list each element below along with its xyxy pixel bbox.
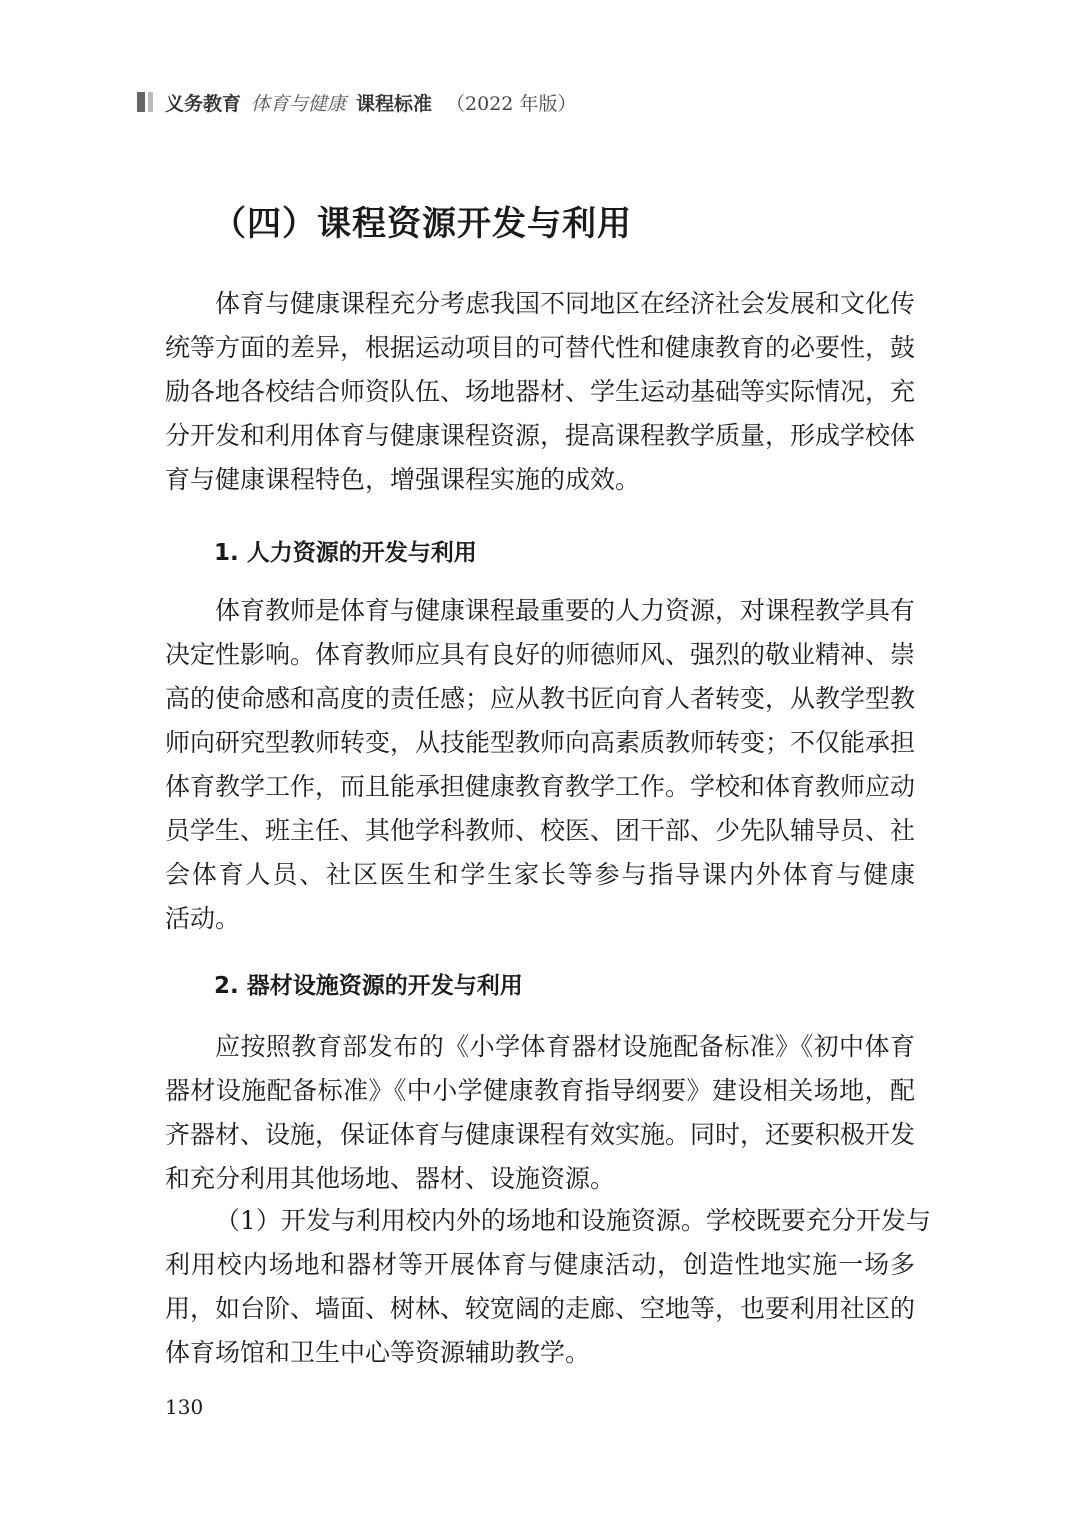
text-line: 器材设施配备标准》《中小学健康教育指导纲要》建设相关场地，配	[165, 1076, 915, 1105]
text-line: 用，如台阶、墙面、树林、较宽阔的走廊、空地等，也要利用社区的	[165, 1294, 916, 1323]
text-line: 育与健康课程特色，增强课程实施的成效。	[165, 465, 641, 494]
paragraph-human-resources	[165, 589, 915, 941]
text-line: 会体育人员、社区医生和学生家长等参与指导课内外体育与健康	[165, 860, 915, 889]
text-line: 体育场馆和卫生中心等资源辅助教学。	[165, 1338, 591, 1367]
paragraph-equipment-standards	[165, 1025, 915, 1201]
running-header	[137, 88, 576, 116]
header-subject: 体育与健康	[251, 92, 347, 115]
header-series: 义务教育	[165, 92, 242, 115]
text-line: 高的使命感和高度的责任感；应从教书匠向育人者转变，从教学型教	[165, 684, 916, 713]
text-line: （1）开发与利用校内外的场地和设施资源。学校既要充分开发与	[215, 1206, 931, 1235]
text-line: 体育与健康课程充分考虑我国不同地区在经济社会发展和文化传	[215, 289, 916, 318]
text-line: 齐器材、设施，保证体育与健康课程有效实施。同时，还要积极开发	[165, 1120, 916, 1149]
text-line: 体育教学工作，而且能承担健康教育教学工作。学校和体育教师应动	[165, 772, 916, 801]
text-line: 统等方面的差异，根据运动项目的可替代性和健康教育的必要性，鼓	[165, 333, 916, 362]
text-line: 励各地各校结合师资队伍、场地器材、学生运动基础等实际情况，充	[165, 377, 916, 406]
text-line: 活动。	[165, 904, 241, 933]
text-line: 体育教师是体育与健康课程最重要的人力资源，对课程教学具有	[215, 596, 916, 625]
text-line: 员学生、班主任、其他学科教师、校医、团干部、少先队辅导员、社	[165, 816, 916, 845]
text-line: 利用校内场地和器材等开展体育与健康活动，创造性地实施一场多	[165, 1250, 915, 1279]
header-marker-icon	[137, 92, 145, 112]
header-edition: （2022 年版）	[446, 92, 577, 115]
page-number: 130	[165, 1395, 204, 1419]
subheading-equipment-resources: 2. 器材设施资源的开发与利用	[214, 973, 523, 999]
text-line: 决定性影响。体育教师应具有良好的师德师风、强烈的敬业精神、崇	[165, 640, 916, 669]
subheading-human-resources: 1. 人力资源的开发与利用	[214, 540, 477, 566]
text-line: 和充分利用其他场地、器材、设施资源。	[165, 1164, 616, 1193]
paragraph-intro	[165, 282, 915, 502]
text-line: 师向研究型教师转变，从技能型教师向高素质教师转变；不仅能承担	[165, 728, 916, 757]
text-line: 分开发和利用体育与健康课程资源，提高课程教学质量，形成学校体	[165, 421, 916, 450]
header-marker-icon	[148, 92, 153, 112]
paragraph-venues	[165, 1199, 931, 1375]
section-title: （四）课程资源开发与利用	[212, 204, 632, 244]
header-standard: 课程标准	[356, 92, 433, 115]
text-line: 应按照教育部发布的《小学体育器材设施配备标准》《初中体育	[215, 1032, 915, 1061]
